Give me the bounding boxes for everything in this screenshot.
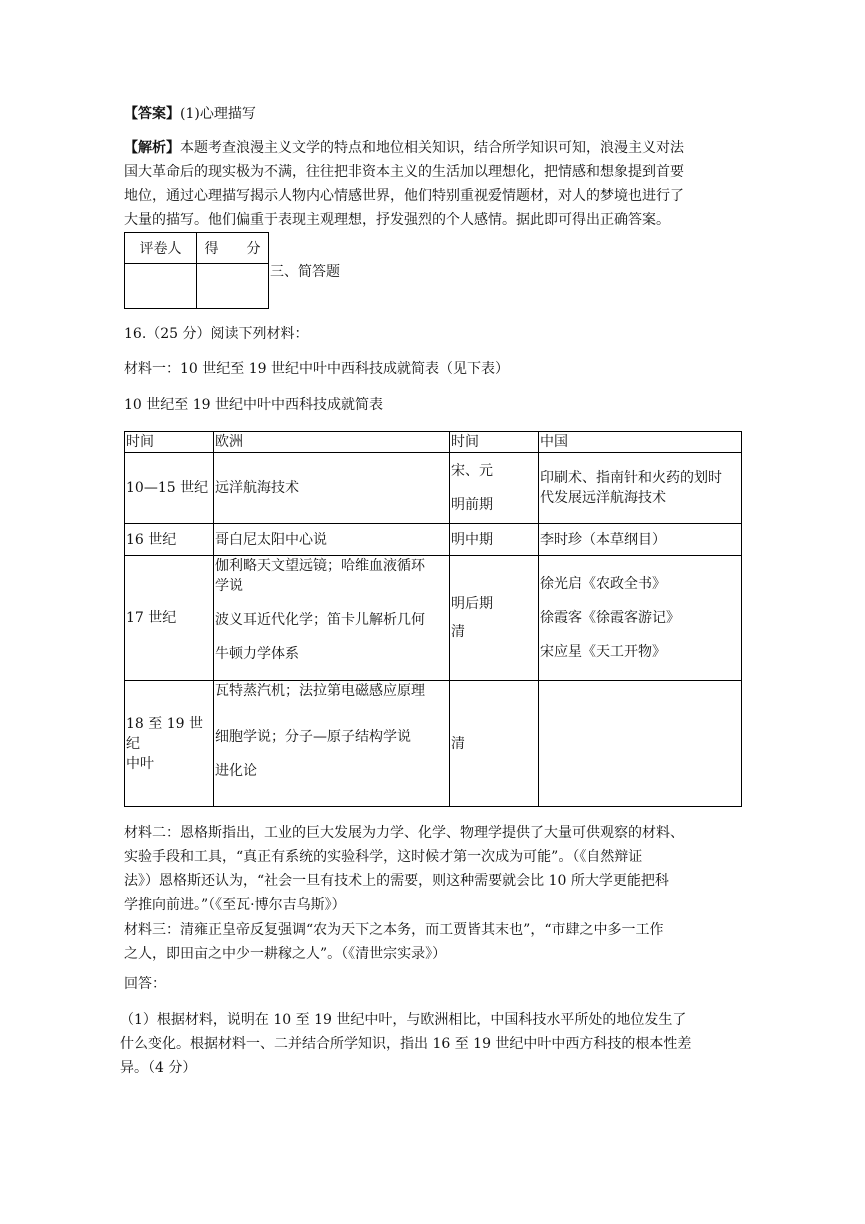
material-1: 材料一：10 世纪至 19 世纪中叶中西科技成就简表（见下表）: [124, 361, 509, 377]
reviewer-header: 评卷人: [125, 233, 197, 264]
analysis-line: 地位，通过心理描写揭示人物内心情感世界，他们特别重视爱情题材，对人的梦境也进行了: [124, 188, 684, 204]
header-time-europe: 时间: [125, 432, 214, 453]
table-row: [125, 681, 742, 807]
score-header: 得 分: [197, 233, 269, 264]
table-header-row: [125, 432, 742, 453]
sub-question-1: （1）根据材料，说明在 10 至 19 世纪中叶，与欧洲相比，中国科技水平所处的地位发生了 什么变化。根据材料一、二并结合所学知识，指出 16 至 19 世纪中叶中西方科技的根本性差 异。（4 分）: [120, 1012, 692, 1076]
answer-text: (1)心理描写: [180, 106, 256, 122]
cell-europe: 伽利略天文望远镜；哈维血液循环 学说 波义耳近代化学；笛卡儿解析几何 牛顿力学体系: [214, 556, 450, 681]
answer-line: [124, 104, 256, 124]
analysis-paragraph: [124, 136, 744, 232]
cell-time-europe: 10—15 世纪: [125, 453, 214, 524]
header-europe: 欧洲: [214, 432, 450, 453]
cell-europe: 远洋航海技术: [214, 453, 450, 524]
cell-china: 李时珍（本草纲目）: [539, 524, 742, 556]
reply-label: 回答：: [124, 976, 166, 992]
material-2: 材料二：恩格斯指出，工业的巨大发展为力学、化学、物理学提供了大量可供观察的材料、 实验手段和工具，“真正有系统的实验科学，这时候才第一次成为可能”。（《自然辩证 法》）恩格斯还认为，“社会一旦有技术上的需要，则这种需要就会比 10 所大学更能把科 学推向前进。”（《至瓦·博尔吉乌斯》）: [124, 825, 684, 913]
table-row: [125, 453, 742, 524]
cell-time-china: 清: [450, 681, 539, 807]
table-row: [125, 524, 742, 556]
cell-china: 徐光启《农政全书》 徐霞客《徐霞客游记》 宋应星《天工开物》: [539, 556, 742, 681]
cell-time-china: 明中期: [450, 524, 539, 556]
table-title: 10 世纪至 19 世纪中叶中西科技成就简表: [124, 397, 383, 413]
analysis-line: 国大革命后的现实极为不满，往往把非资本主义的生活加以理想化，把情感和想象提到首要: [124, 164, 684, 180]
header-china: 中国: [539, 432, 742, 453]
cell-europe: 瓦特蒸汽机；法拉第电磁感应原理 细胞学说；分子—原子结构学说 进化论: [214, 681, 450, 807]
material-3: 材料三：清雍正皇帝反复强调“农为天下之本务，而工贾皆其末也”，“市肆之中多一工作 之人，即田亩之中少一耕稼之人”。（《清世宗实录》）: [124, 922, 664, 962]
header-time-china: 时间: [450, 432, 539, 453]
score-cell: [197, 264, 269, 309]
cell-time-europe: 18 至 19 世纪 中叶: [125, 681, 214, 807]
cell-time-europe: 17 世纪: [125, 556, 214, 681]
cell-china: [539, 681, 742, 807]
achievements-table: [124, 431, 742, 807]
cell-time-china: 明后期 清: [450, 556, 539, 681]
analysis-line: 大量的描写。他们偏重于表现主观理想，抒发强烈的个人感情。据此即可得出正确答案。: [124, 212, 670, 228]
cell-time-china: 宋、元 明前期: [450, 453, 539, 524]
analysis-line: 【解析】本题考查浪漫主义文学的特点和地位相关知识，结合所学知识可知，浪漫主义对法: [124, 140, 684, 156]
answer-label: 【答案】: [124, 106, 180, 122]
question-stem: 16.（25 分）阅读下列材料：: [124, 326, 309, 342]
section-title: 三、简答题: [270, 264, 340, 280]
cell-time-europe: 16 世纪: [125, 524, 214, 556]
cell-china: 印刷术、指南针和火药的划时 代发展远洋航海技术: [539, 453, 742, 524]
reviewer-cell: [125, 264, 197, 309]
score-box: [124, 232, 269, 309]
analysis-label: 【解析】: [124, 140, 180, 156]
cell-europe: 哥白尼太阳中心说: [214, 524, 450, 556]
table-row: [125, 556, 742, 681]
